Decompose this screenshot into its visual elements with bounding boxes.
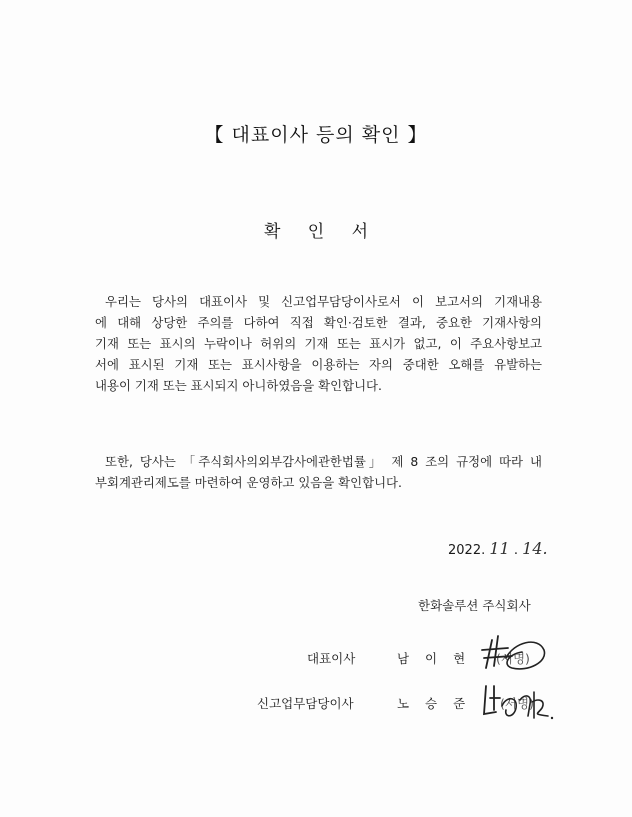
date-day-handwritten: 14. (522, 539, 548, 558)
page-title: 【 대표이사 등의 확인 】 (204, 124, 428, 146)
paragraph-line: 에 대해 상당한 주의를 다하여 직접 확인·검토한 결과, 중요한 기재사항의 (95, 315, 542, 330)
signature-placeholder: (서명) (496, 651, 530, 666)
paragraph-line: 내용이 기재 또는 표시되지 아니하였음을 확인합니다. (95, 378, 382, 393)
paragraph-line: 우리는 당사의 대표이사 및 신고업무담당이사로서 이 보고서의 기재내용 (105, 294, 542, 309)
document-title: 확 인 서 (263, 222, 369, 242)
company-name: 한화솔루션 주식회사 (418, 598, 531, 613)
paragraph-line: 부회계관리제도를 마련하여 운영하고 있음을 확인합니다. (95, 475, 402, 490)
paragraph-line: 기재 또는 표시의 누락이나 허위의 기재 또는 표시가 없고, 이 주요사항보고 (95, 336, 542, 351)
signature-placeholder: (서명) (500, 696, 534, 711)
date-separator: . (513, 543, 518, 558)
handwritten-signature-director (476, 680, 556, 726)
confirmation-paragraph (95, 291, 542, 396)
signatory-role: 대표이사 (307, 651, 356, 666)
signatory-name: 노 승 준 (397, 696, 472, 711)
internal-control-paragraph (95, 451, 542, 493)
date-year: 2022. (448, 543, 486, 558)
paragraph-line: 서에 표시된 기재 또는 표시사항을 이용하는 자의 중대한 오해를 유발하는 (95, 357, 542, 372)
signing-date (448, 539, 548, 558)
signatory-name: 남 이 현 (397, 651, 472, 666)
date-month-handwritten: 11 (489, 539, 510, 558)
signatory-role: 신고업무담당이사 (257, 696, 354, 711)
paragraph-line: 또한, 당사는 「주식회사의외부감사에관한법률」 제 8 조의 규정에 따라 내 (105, 454, 542, 469)
handwritten-signature-ceo (478, 628, 550, 676)
